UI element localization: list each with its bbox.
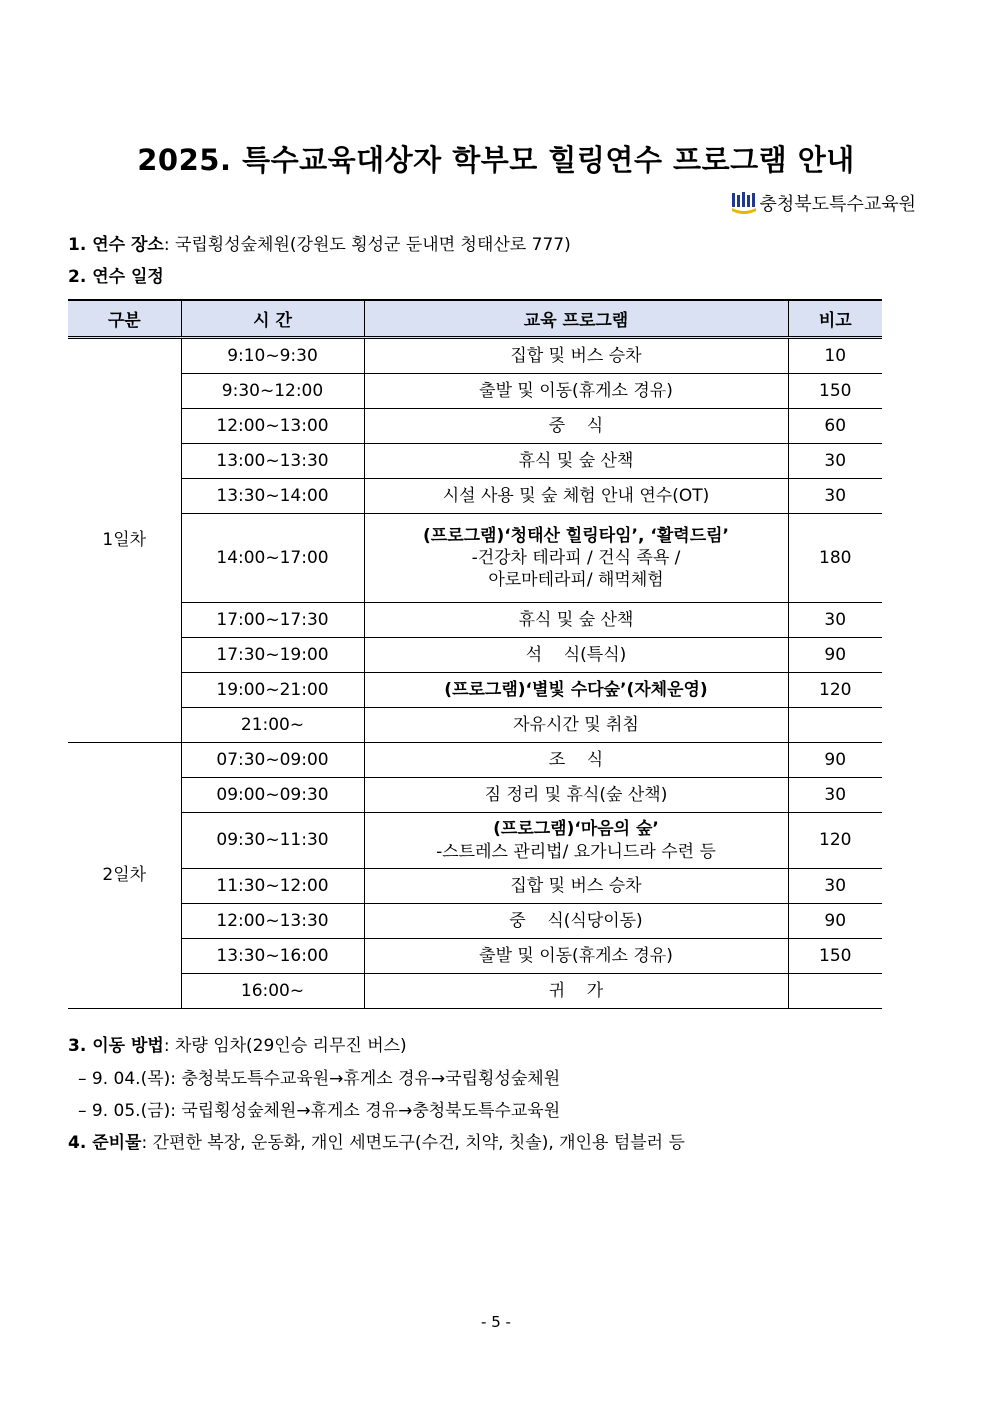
supplies-value: : 간편한 복장, 운동화, 개인 세면도구(수건, 치약, 칫솔), 개인용 텀블러 등 [141,1133,685,1153]
table-row [68,813,882,869]
program-cell: 중 식 [364,409,788,444]
schedule-table [68,299,882,1009]
program-title: (프로그램)‘마음의 숲’ [493,819,659,840]
time-cell: 17:30~19:00 [181,638,364,673]
note-cell: 10 [788,338,882,374]
note-cell: 30 [788,778,882,813]
program-cell: 시설 사용 및 숲 체험 안내 연수(OT) [364,479,788,514]
program-cell: 중 식(식당이동) [364,904,788,939]
page-number: - 5 - [481,1313,511,1331]
note-cell: 120 [788,673,882,708]
table-row [68,444,882,479]
table-row [68,479,882,514]
program-cell: 집합 및 버스 승차 [364,869,788,904]
time-cell: 17:00~17:30 [181,603,364,638]
table-row [68,374,882,409]
program-detail: 아로마테라피/ 해먹체험 [488,570,664,591]
day1-cell: 1일차 [68,338,181,743]
time-cell: 9:30~12:00 [181,374,364,409]
program-detail: -스트레스 관리법/ 요가니드라 수련 등 [436,841,716,862]
note-cell: 60 [788,409,882,444]
time-cell: 9:10~9:30 [181,338,364,374]
time-cell: 13:00~13:30 [181,444,364,479]
program-cell: 조 식 [364,743,788,778]
section-supplies [68,1128,685,1153]
time-cell: 07:30~09:00 [181,743,364,778]
note-cell [788,708,882,743]
time-cell: 13:30~14:00 [181,479,364,514]
venue-label: 1. 연수 장소 [68,235,164,255]
table-row [68,409,882,444]
program-cell: 출발 및 이동(휴게소 경유) [364,374,788,409]
time-cell: 19:00~21:00 [181,673,364,708]
time-cell: 12:00~13:00 [181,409,364,444]
note-cell: 90 [788,743,882,778]
program-cell: 집합 및 버스 승차 [364,338,788,374]
table-row [68,638,882,673]
org-name: 충청북도특수교육원 [759,194,916,215]
note-cell: 30 [788,444,882,479]
note-cell: 150 [788,939,882,974]
note-cell: 180 [788,514,882,603]
time-cell: 21:00~ [181,708,364,743]
table-row [68,338,882,374]
program-cell: 석 식(특식) [364,638,788,673]
org-signature [731,190,917,216]
table-row [68,939,882,974]
header-day: 구분 [68,300,181,338]
time-cell: 09:30~11:30 [181,813,364,869]
table-row [68,603,882,638]
note-cell [788,974,882,1009]
table-row [68,904,882,939]
program-detail: -건강차 테라피 / 건식 족욕 / [471,547,681,568]
org-emblem-icon [731,191,757,215]
time-cell: 12:00~13:30 [181,904,364,939]
note-cell: 90 [788,904,882,939]
section-transport [68,1031,407,1056]
note-cell: 30 [788,479,882,514]
note-cell: 90 [788,638,882,673]
table-row [68,514,882,603]
time-cell: 09:00~09:30 [181,778,364,813]
day2-cell: 2일차 [68,743,181,1009]
transport-value: : 차량 임차(29인승 리무진 버스) [163,1036,407,1056]
program-cell: 출발 및 이동(휴게소 경유) [364,939,788,974]
program-cell [364,514,788,603]
time-cell: 14:00~17:00 [181,514,364,603]
document-title: 2025. 특수교육대상자 학부모 힐링연수 프로그램 안내 [137,143,855,177]
program-cell: 자유시간 및 취침 [364,708,788,743]
section-venue [68,230,571,255]
time-cell: 16:00~ [181,974,364,1009]
transport-item: – 9. 05.(금): 국립횡성숲체원→휴게소 경유→충청북도특수교육원 [78,1101,561,1121]
program-cell: 휴식 및 숲 산책 [364,603,788,638]
transport-label: 3. 이동 방법 [68,1036,164,1056]
program-cell: 귀 가 [364,974,788,1009]
table-row [68,708,882,743]
time-cell: 11:30~12:00 [181,869,364,904]
program-cell: 휴식 및 숲 산책 [364,444,788,479]
table-row [68,673,882,708]
program-cell: (프로그램)‘별빛 수다숲’(자체운영) [364,673,788,708]
supplies-label: 4. 준비물 [68,1133,142,1153]
note-cell: 120 [788,813,882,869]
table-row [68,778,882,813]
table-row [68,974,882,1009]
note-cell: 30 [788,603,882,638]
transport-item: – 9. 04.(목): 충청북도특수교육원→휴게소 경유→국립횡성숲체원 [78,1069,561,1089]
table-header-row [68,300,882,338]
table-row [68,743,882,778]
schedule-label: 2. 연수 일정 [68,267,164,287]
program-cell: 짐 정리 및 휴식(숲 산책) [364,778,788,813]
section-schedule [68,262,164,287]
note-cell: 150 [788,374,882,409]
venue-value: : 국립횡성숲체원(강원도 횡성군 둔내면 청태산로 777) [163,235,571,255]
program-cell [364,813,788,869]
note-cell: 30 [788,869,882,904]
table-row [68,869,882,904]
time-cell: 13:30~16:00 [181,939,364,974]
header-program: 교육 프로그램 [364,300,788,338]
header-time: 시 간 [181,300,364,338]
header-note: 비고 [788,300,882,338]
program-title: (프로그램)‘청태산 힐링타임’, ‘활력드림’ [423,525,729,546]
